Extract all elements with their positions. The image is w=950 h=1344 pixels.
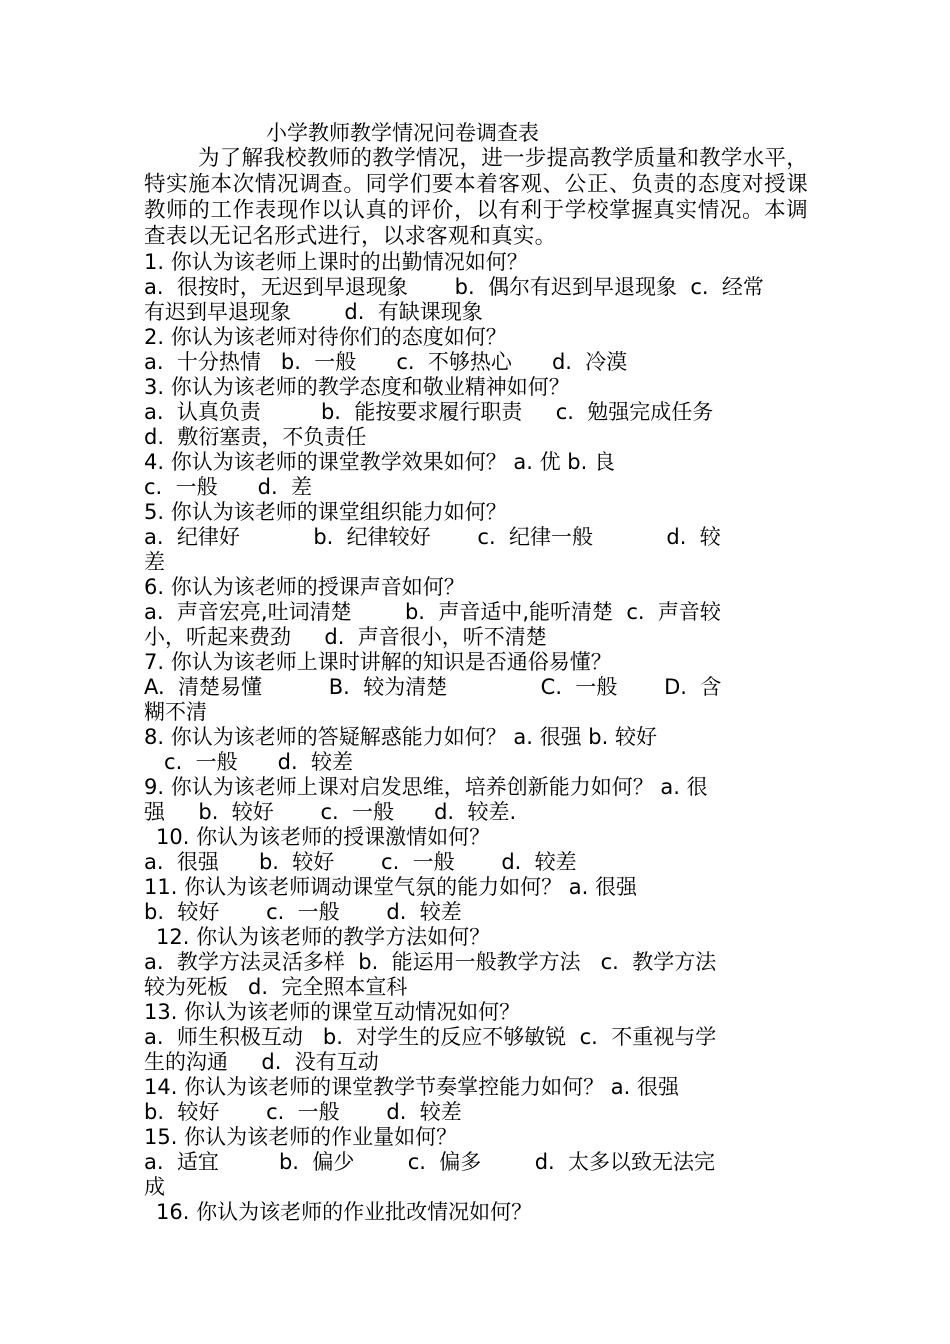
question-text: 13. 你认为该老师的课堂互动情况如何？ — [144, 1000, 521, 1024]
options-line: d. 敷衍塞责，不负责任 — [144, 425, 367, 449]
question-text: 3. 你认为该老师的教学态度和敬业精神如何？ — [144, 375, 570, 399]
options-line: a. 很按时，无迟到早退现象 b. 偶尔有迟到早退现象 c. 经常 — [144, 275, 764, 299]
options-line: c. 一般 d. 较差 — [144, 750, 354, 774]
document-title: 小学教师教学情况问卷调查表 — [266, 121, 539, 145]
question-text: 12. 你认为该老师的教学方法如何？ — [156, 925, 491, 949]
options-line: a. 适宜 b. 偏少 c. 偏多 d. 太多以致无法完 — [144, 1150, 716, 1174]
options-line: a. 十分热情 b. 一般 c. 不够热心 d. 冷漠 — [144, 350, 628, 374]
question-text: 6. 你认为该老师的授课声音如何？ — [144, 575, 465, 599]
question-9 — [144, 775, 808, 825]
question-8 — [144, 725, 808, 775]
question-13 — [144, 1000, 808, 1075]
options-line: a. 师生积极互动 b. 对学生的反应不够敏锐 c. 不重视与学 — [144, 1025, 717, 1049]
question-1 — [144, 250, 808, 325]
question-text: 1. 你认为该老师上课时的出勤情况如何？ — [144, 250, 528, 274]
question-3 — [144, 375, 808, 450]
options-line: 成 — [144, 1175, 165, 1199]
question-14 — [144, 1075, 808, 1125]
options-line: A. 清楚易懂 B. 较为清楚 C. 一般 D. 含 — [144, 675, 722, 699]
question-7 — [144, 650, 808, 725]
question-12 — [144, 925, 808, 1000]
question-text: 5. 你认为该老师的课堂组织能力如何？ — [144, 500, 507, 524]
options-line: a. 声音宏亮,吐词清楚 b. 声音适中,能听清楚 c. 声音较 — [144, 600, 721, 624]
question-text: 16. 你认为该老师的作业批改情况如何？ — [156, 1200, 533, 1224]
options-line: 生的沟通 d. 没有互动 — [144, 1050, 379, 1074]
options-line: c. 一般 d. 差 — [144, 475, 312, 499]
options-line: a. 很强 b. 较好 c. 一般 d. 较差 — [144, 850, 577, 874]
question-text: 2. 你认为该老师对待你们的态度如何？ — [144, 325, 507, 349]
question-text: 14. 你认为该老师的课堂教学节奏掌控能力如何？ a. 很强 — [144, 1075, 679, 1099]
question-text: 10. 你认为该老师的授课激情如何？ — [156, 825, 491, 849]
options-line: b. 较好 c. 一般 d. 较差 — [144, 1100, 462, 1124]
options-line: 糊不清 — [144, 700, 207, 724]
question-10 — [144, 825, 808, 875]
options-line: 小，听起来费劲 d. 声音很小，听不清楚 — [144, 625, 547, 649]
options-line: 强 b. 较好 c. 一般 d. 较差. — [144, 800, 517, 824]
document-page — [144, 120, 808, 1225]
question-text: 15. 你认为该老师的作业量如何？ — [144, 1125, 458, 1149]
question-5 — [144, 500, 808, 575]
options-line: 差 — [144, 550, 165, 574]
question-16 — [144, 1200, 808, 1225]
question-text: 8. 你认为该老师的答疑解惑能力如何？ a. 很强 b. 较好 — [144, 725, 657, 749]
question-text: 9. 你认为该老师上课对启发思维，培养创新能力如何？ a. 很 — [144, 775, 708, 799]
question-text: 11. 你认为该老师调动课堂气氛的能力如何？ a. 很强 — [144, 875, 637, 899]
question-2 — [144, 325, 808, 375]
options-line: a. 教学方法灵活多样 b. 能运用一般教学方法 c. 教学方法 — [144, 950, 717, 974]
question-11 — [144, 875, 808, 925]
question-text: 7. 你认为该老师上课时讲解的知识是否通俗易懂？ — [144, 650, 612, 674]
options-line: b. 较好 c. 一般 d. 较差 — [144, 900, 462, 924]
question-15 — [144, 1125, 808, 1200]
question-text: 4. 你认为该老师的课堂教学效果如何？ a. 优 b. 良 — [144, 450, 615, 474]
question-6 — [144, 575, 808, 650]
options-line: 较为死板 d. 完全照本宣科 — [144, 975, 408, 999]
options-line: a. 认真负责 b. 能按要求履行职责 c. 勉强完成任务 — [144, 400, 714, 424]
intro-paragraph: 为了解我校教师的教学情况，进一步提高教学质量和教学水平，特实施本次情况调查。同学们要本着客观、公正、负责的态度对授课教师的工作表现作以认真的评价，以有利于学校掌握真实情况。本调查表以无记名形式进行，以求客观和真实。 — [144, 146, 808, 249]
options-line: a. 纪律好 b. 纪律较好 c. 纪律一般 d. 较 — [144, 525, 721, 549]
options-line: 有迟到早退现象 d. 有缺课现象 — [144, 300, 483, 324]
question-4 — [144, 450, 808, 500]
